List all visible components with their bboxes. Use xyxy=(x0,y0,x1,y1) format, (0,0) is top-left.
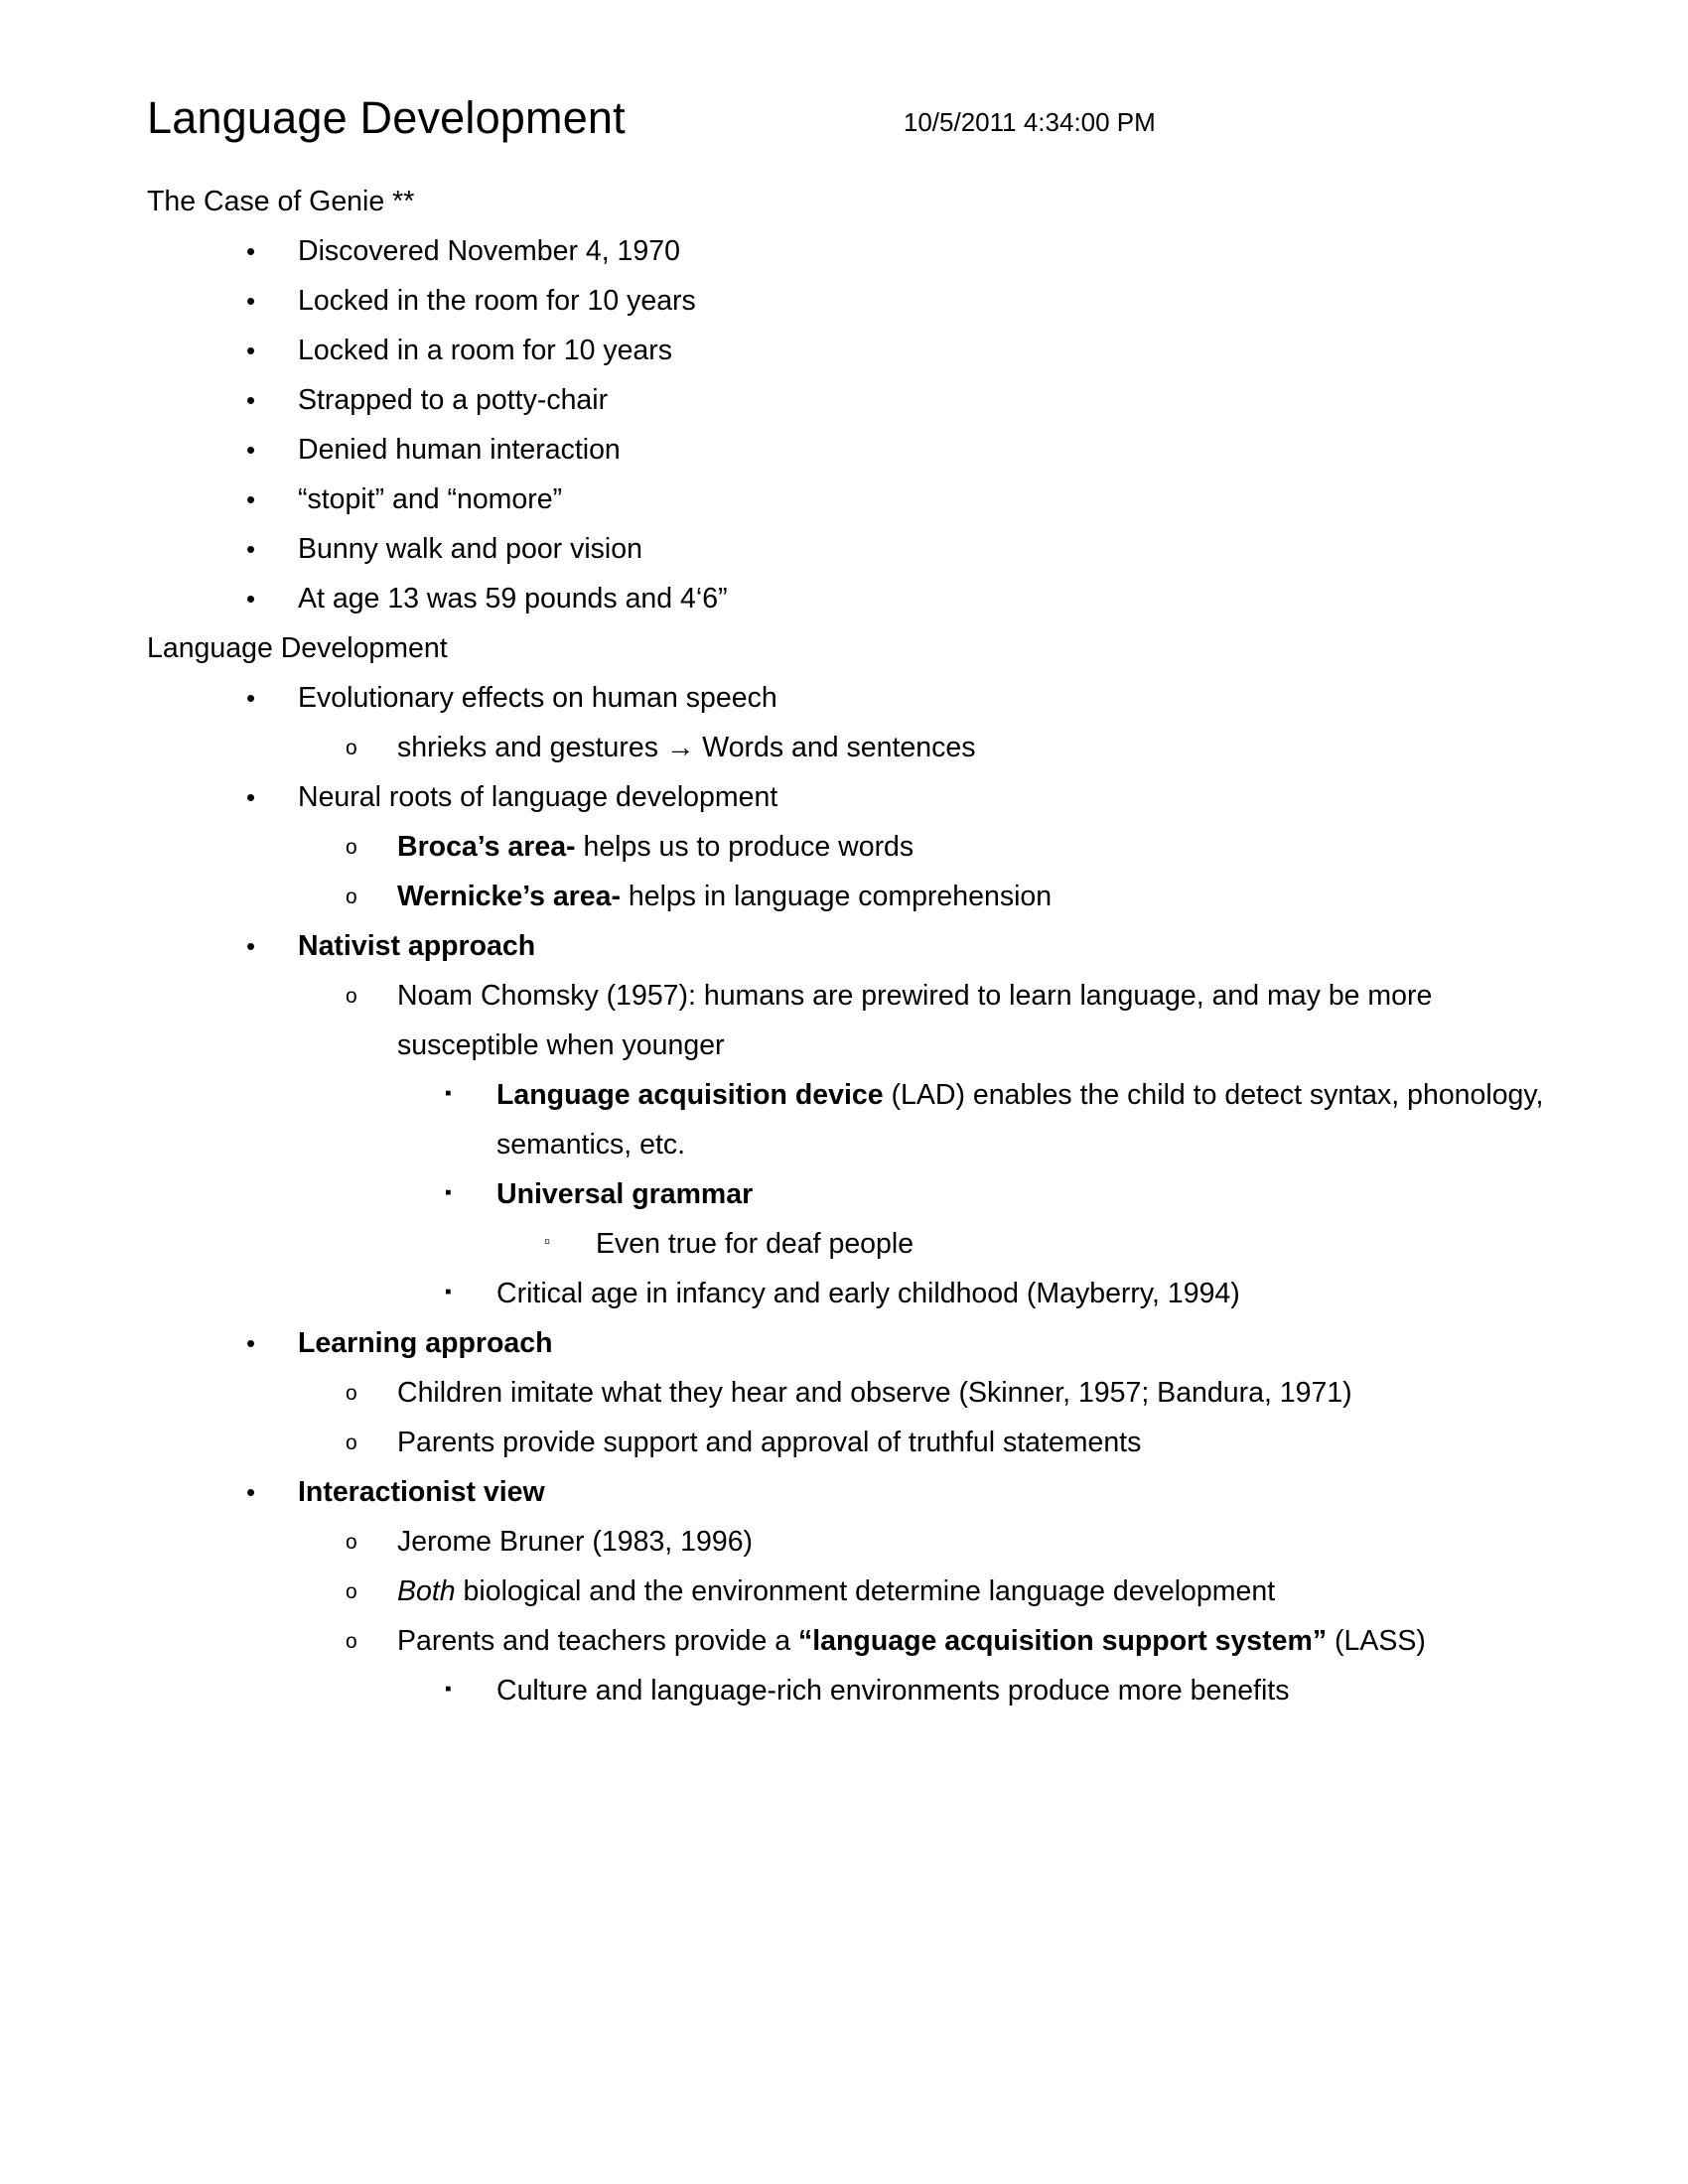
list-item xyxy=(246,475,1559,524)
circle-bullet-icon: o xyxy=(346,985,357,1009)
list-item xyxy=(346,723,1559,772)
circle-bullet-icon: o xyxy=(346,1382,357,1406)
brocas-area-desc: helps us to produce words xyxy=(575,831,914,864)
list-item xyxy=(246,1467,1559,1517)
list-item xyxy=(346,1616,1559,1666)
disc-bullet-icon: • xyxy=(246,435,256,466)
list-item-label: Locked in the room for 10 years xyxy=(298,285,696,318)
list-item-label: Evolutionary effects on human speech xyxy=(298,682,777,715)
lass-suffix: (LASS) xyxy=(1327,1625,1426,1658)
list-item-label: Bunny walk and poor vision xyxy=(298,533,642,566)
list-item xyxy=(246,921,1559,971)
square-filled-bullet-icon: ▪ xyxy=(445,1282,452,1303)
square-filled-bullet-icon: ▪ xyxy=(445,1182,452,1204)
circle-bullet-icon: o xyxy=(346,737,357,760)
circle-bullet-icon: o xyxy=(346,886,357,909)
list-item-label: Learning approach xyxy=(298,1327,553,1360)
section-heading-language-development: Language Development xyxy=(147,632,448,665)
circle-bullet-icon: o xyxy=(346,1432,357,1455)
lass-prefix: Parents and teachers provide a xyxy=(397,1625,798,1658)
list-item xyxy=(346,1567,1559,1616)
disc-bullet-icon: • xyxy=(246,931,256,962)
list-item xyxy=(246,1318,1559,1368)
list-item-label xyxy=(397,1616,1559,1666)
list-item-label: Strapped to a potty-chair xyxy=(298,384,609,417)
list-item-label: Even true for deaf people xyxy=(596,1228,914,1261)
list-item-label: “stopit” and “nomore” xyxy=(298,483,563,516)
list-item xyxy=(445,1070,1559,1169)
brocas-area-term: Broca’s area- xyxy=(397,831,576,864)
list-item xyxy=(246,574,1559,623)
list-item xyxy=(246,425,1559,475)
list-item-label: Interactionist view xyxy=(298,1476,545,1509)
disc-bullet-icon: • xyxy=(246,1477,256,1508)
circle-bullet-icon: o xyxy=(346,1580,357,1604)
disc-bullet-icon: • xyxy=(246,336,256,366)
list-item xyxy=(246,673,1559,723)
list-item-label: Universal grammar xyxy=(496,1178,754,1211)
wernickes-area-term: Wernicke’s area- xyxy=(397,881,621,913)
list-item-label: Discovered November 4, 1970 xyxy=(298,235,680,268)
list-item-label xyxy=(397,872,1559,921)
list-item-label: Jerome Bruner (1983, 1996) xyxy=(397,1526,754,1559)
list-item-label: Nativist approach xyxy=(298,930,536,963)
list-item-label: Parents provide support and approval of truthful statements xyxy=(397,1427,1142,1459)
disc-bullet-icon: • xyxy=(246,1328,256,1359)
circle-bullet-icon: o xyxy=(346,1630,357,1654)
list-item xyxy=(246,326,1559,375)
list-item xyxy=(346,971,1559,1070)
both-desc: biological and the environment determine language development xyxy=(455,1575,1276,1608)
circle-bullet-icon: o xyxy=(346,836,357,860)
list-item xyxy=(445,1169,1559,1219)
page-title: Language Development xyxy=(147,92,626,143)
list-item-label: Culture and language-rich environments produce more benefits xyxy=(496,1675,1290,1707)
list-item-label: Denied human interaction xyxy=(298,434,621,467)
list-item xyxy=(246,772,1559,822)
list-item-label xyxy=(496,1070,1559,1169)
disc-bullet-icon: • xyxy=(246,385,256,416)
list-item xyxy=(445,1269,1559,1318)
outline-body xyxy=(147,177,1559,1715)
square-filled-bullet-icon: ▪ xyxy=(445,1679,452,1701)
list-item-label: Noam Chomsky (1957): humans are prewired to learn language, and may be more susceptible when younger xyxy=(397,980,1441,1062)
list-item xyxy=(544,1219,1559,1269)
list-item xyxy=(346,822,1559,872)
square-filled-bullet-icon: ▪ xyxy=(445,1083,452,1105)
circle-bullet-icon: o xyxy=(346,1531,357,1555)
list-item-label xyxy=(397,1567,1559,1616)
list-item xyxy=(346,1517,1559,1567)
disc-bullet-icon: • xyxy=(246,584,256,614)
document-header xyxy=(147,94,1559,141)
list-item-label: shrieks and gestures → Words and sentences xyxy=(397,732,976,764)
list-item-label: Children imitate what they hear and observe (Skinner, 1957; Bandura, 1971) xyxy=(397,1377,1352,1410)
list-item-label: Critical age in infancy and early childhood (Mayberry, 1994) xyxy=(496,1278,1240,1310)
disc-bullet-icon: • xyxy=(246,286,256,317)
square-hollow-bullet-icon: ▫ xyxy=(544,1232,551,1252)
list-item-label xyxy=(397,822,1559,872)
lass-term: “language acquisition support system” xyxy=(798,1625,1328,1658)
list-item xyxy=(246,375,1559,425)
disc-bullet-icon: • xyxy=(246,236,256,267)
lad-desc: (LAD) enables the child to detect syntax, phonology, semantics, etc. xyxy=(496,1079,1552,1161)
list-item xyxy=(246,524,1559,574)
list-item xyxy=(346,872,1559,921)
disc-bullet-icon: • xyxy=(246,484,256,515)
list-item xyxy=(246,276,1559,326)
list-item xyxy=(445,1666,1559,1715)
both-emphasis: Both xyxy=(397,1575,456,1608)
wernickes-area-desc: helps in language comprehension xyxy=(620,881,1053,913)
list-item xyxy=(346,1418,1559,1467)
list-item xyxy=(346,1368,1559,1418)
disc-bullet-icon: • xyxy=(246,534,256,565)
lad-term: Language acquisition device xyxy=(496,1079,884,1112)
document-timestamp: 10/5/2011 4:34:00 PM xyxy=(903,107,1156,137)
section-heading-genie: The Case of Genie ** xyxy=(147,186,415,218)
list-item-label: At age 13 was 59 pounds and 4‘6” xyxy=(298,583,728,615)
list-item-label: Neural roots of language development xyxy=(298,781,778,814)
disc-bullet-icon: • xyxy=(246,782,256,813)
list-item-label: Locked in a room for 10 years xyxy=(298,335,673,367)
disc-bullet-icon: • xyxy=(246,683,256,714)
list-item xyxy=(246,226,1559,276)
